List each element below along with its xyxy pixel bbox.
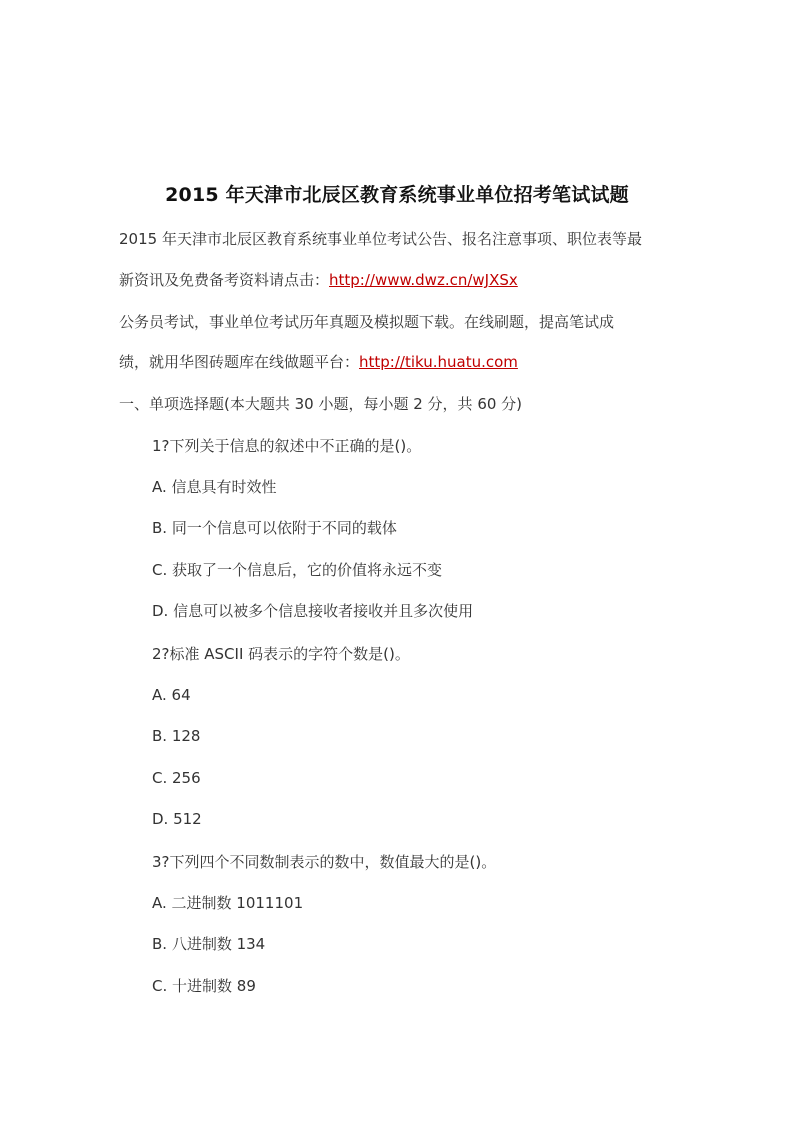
question-2-option-b: B. 128 — [152, 727, 201, 745]
intro-line-3: 公务员考试，事业单位考试历年真题及模拟题下载。在线刷题，提高笔试成 — [119, 313, 615, 331]
question-3-option-b: B. 八进制数 134 — [152, 935, 266, 953]
document-title: 2015 年天津市北辰区教育系统事业单位招考笔试试题 — [165, 184, 629, 206]
intro-line-4 — [119, 352, 518, 372]
intro-line-1: 2015 年天津市北辰区教育系统事业单位考试公告、报名注意事项、职位表等最 — [119, 230, 642, 248]
exam-info-link[interactable]: http://www.dwz.cn/wJXSx — [329, 271, 518, 289]
question-1-option-d: D. 信息可以被多个信息接收者接收并且多次使用 — [152, 602, 474, 620]
question-1-option-c: C. 获取了一个信息后，它的价值将永远不变 — [152, 561, 443, 579]
question-1-stem: 1?下列关于信息的叙述中不正确的是()。 — [152, 437, 422, 455]
tiku-link[interactable]: http://tiku.huatu.com — [359, 353, 518, 371]
question-2-option-c: C. 256 — [152, 769, 201, 787]
question-3-stem: 3?下列四个不同数制表示的数中，数值最大的是()。 — [152, 853, 497, 871]
question-2-option-d: D. 512 — [152, 810, 202, 828]
question-1-option-b: B. 同一个信息可以依附于不同的载体 — [152, 519, 397, 537]
question-3-option-a: A. 二进制数 1011101 — [152, 894, 304, 912]
intro-line-4-text: 绩，就用华图砖题库在线做题平台： — [119, 353, 360, 371]
section-heading: 一、单项选择题(本大题共 30 小题，每小题 2 分，共 60 分) — [119, 395, 523, 413]
intro-line-2 — [119, 270, 518, 290]
question-2-option-a: A. 64 — [152, 686, 191, 704]
question-2-stem: 2?标准 ASCII 码表示的字符个数是()。 — [152, 645, 410, 663]
question-1-option-a: A. 信息具有时效性 — [152, 478, 277, 496]
intro-line-2-text: 新资讯及免费备考资料请点击： — [119, 271, 330, 289]
question-3-option-c: C. 十进制数 89 — [152, 977, 256, 995]
